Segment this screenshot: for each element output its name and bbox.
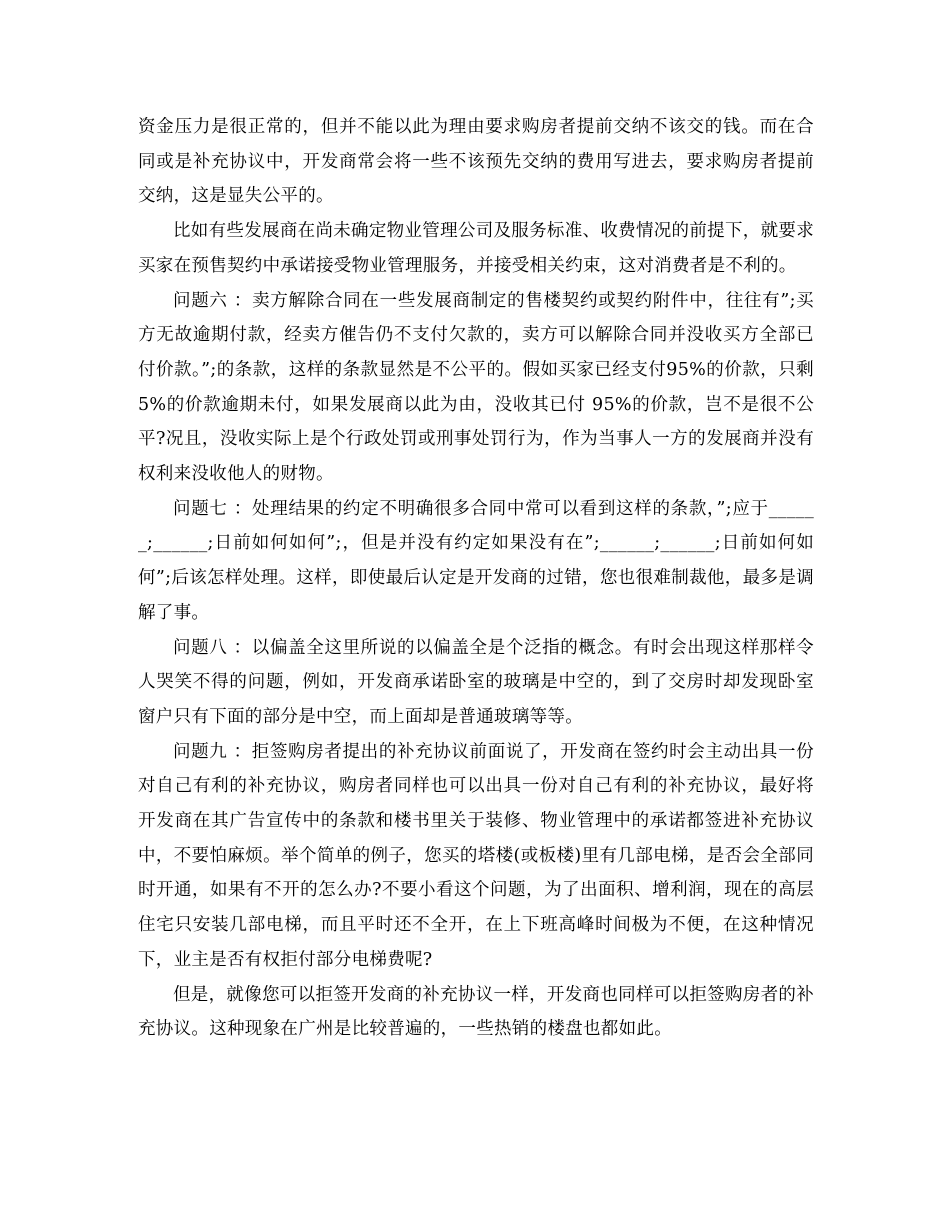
paragraph-property-management: 比如有些发展商在尚未确定物业管理公司及服务标准、收费情况的前提下，就要求买家在预售契约中承诺接受物业管理服务，并接受相关约束，这对消费者是不利的。: [138, 221, 814, 276]
paragraph-issue-eight: 问题八 ：以偏盖全这里所说的以偏盖全是个泛指的概念。有时会出现这样那样令人哭笑不得的问题，例如，开发商承诺卧室的玻璃是中空的，到了交房时却发现卧室窗户只有下面的部分是中空，而上面却是普通玻璃等等。: [138, 637, 814, 727]
paragraph-issue-six: 问题六 ：卖方解除合同在一些发展商制定的售楼契约或契约附件中，往往有”;买方无故逾期付款，经卖方催告仍不支付欠款的，卖方可以解除合同并没收买方全部已付价款。”;的条款，这样的条款显然是不公平的。假如买家已经支付95%的价款，只剩 5%的价款逾期未付，如果发展商以此为由，没收其已付 95%的价款，岂不是很不公平?况且，没收实际上是个行政处罚或刑事处罚行为，作为当事人一方的发展商并没有权利来没收他人的财物。: [138, 290, 814, 485]
paragraph-issue-seven: 问题七 ：处理结果的约定不明确很多合同中常可以看到这样的条款，”;应于______;______;日前如何如何”;，但是并没有约定如果没有在”;______;______;日前如何如何”;后该怎样处理。这样，即使最后认定是开发商的过错，您也很难制裁他，最多是调解了事。: [138, 498, 814, 623]
document-body: [138, 110, 814, 1047]
paragraph-issue-nine: 问题九 ：拒签购房者提出的补充协议前面说了，开发商在签约时会主动出具一份对自己有利的补充协议，购房者同样也可以出具一份对自己有利的补充协议，最好将开发商在其广告宣传中的条款和楼书里关于装修、物业管理中的承诺都签进补充协议中，不要怕麻烦。举个简单的例子，您买的塔楼(或板楼)里有几部电梯，是否会全部同时开通，如果有不开的怎么办?不要小看这个问题，为了出面积、增利润，现在的高层住宅只安装几部电梯，而且平时还不全开，在上下班高峰时间极为不便，在这种情况下，业主是否有权拒付部分电梯费呢?: [138, 741, 814, 970]
paragraph-continued: 资金压力是很正常的，但并不能以此为理由要求购房者提前交纳不该交的钱。而在合同或是补充协议中，开发商常会将一些不该预先交纳的费用写进去，要求购房者提前交纳，这是显失公平的。: [138, 117, 814, 207]
paragraph-conclusion: 但是，就像您可以拒签开发商的补充协议一样，开发商也同样可以拒签购房者的补充协议。这种现象在广州是比较普遍的，一些热销的楼盘也都如此。: [138, 984, 814, 1040]
